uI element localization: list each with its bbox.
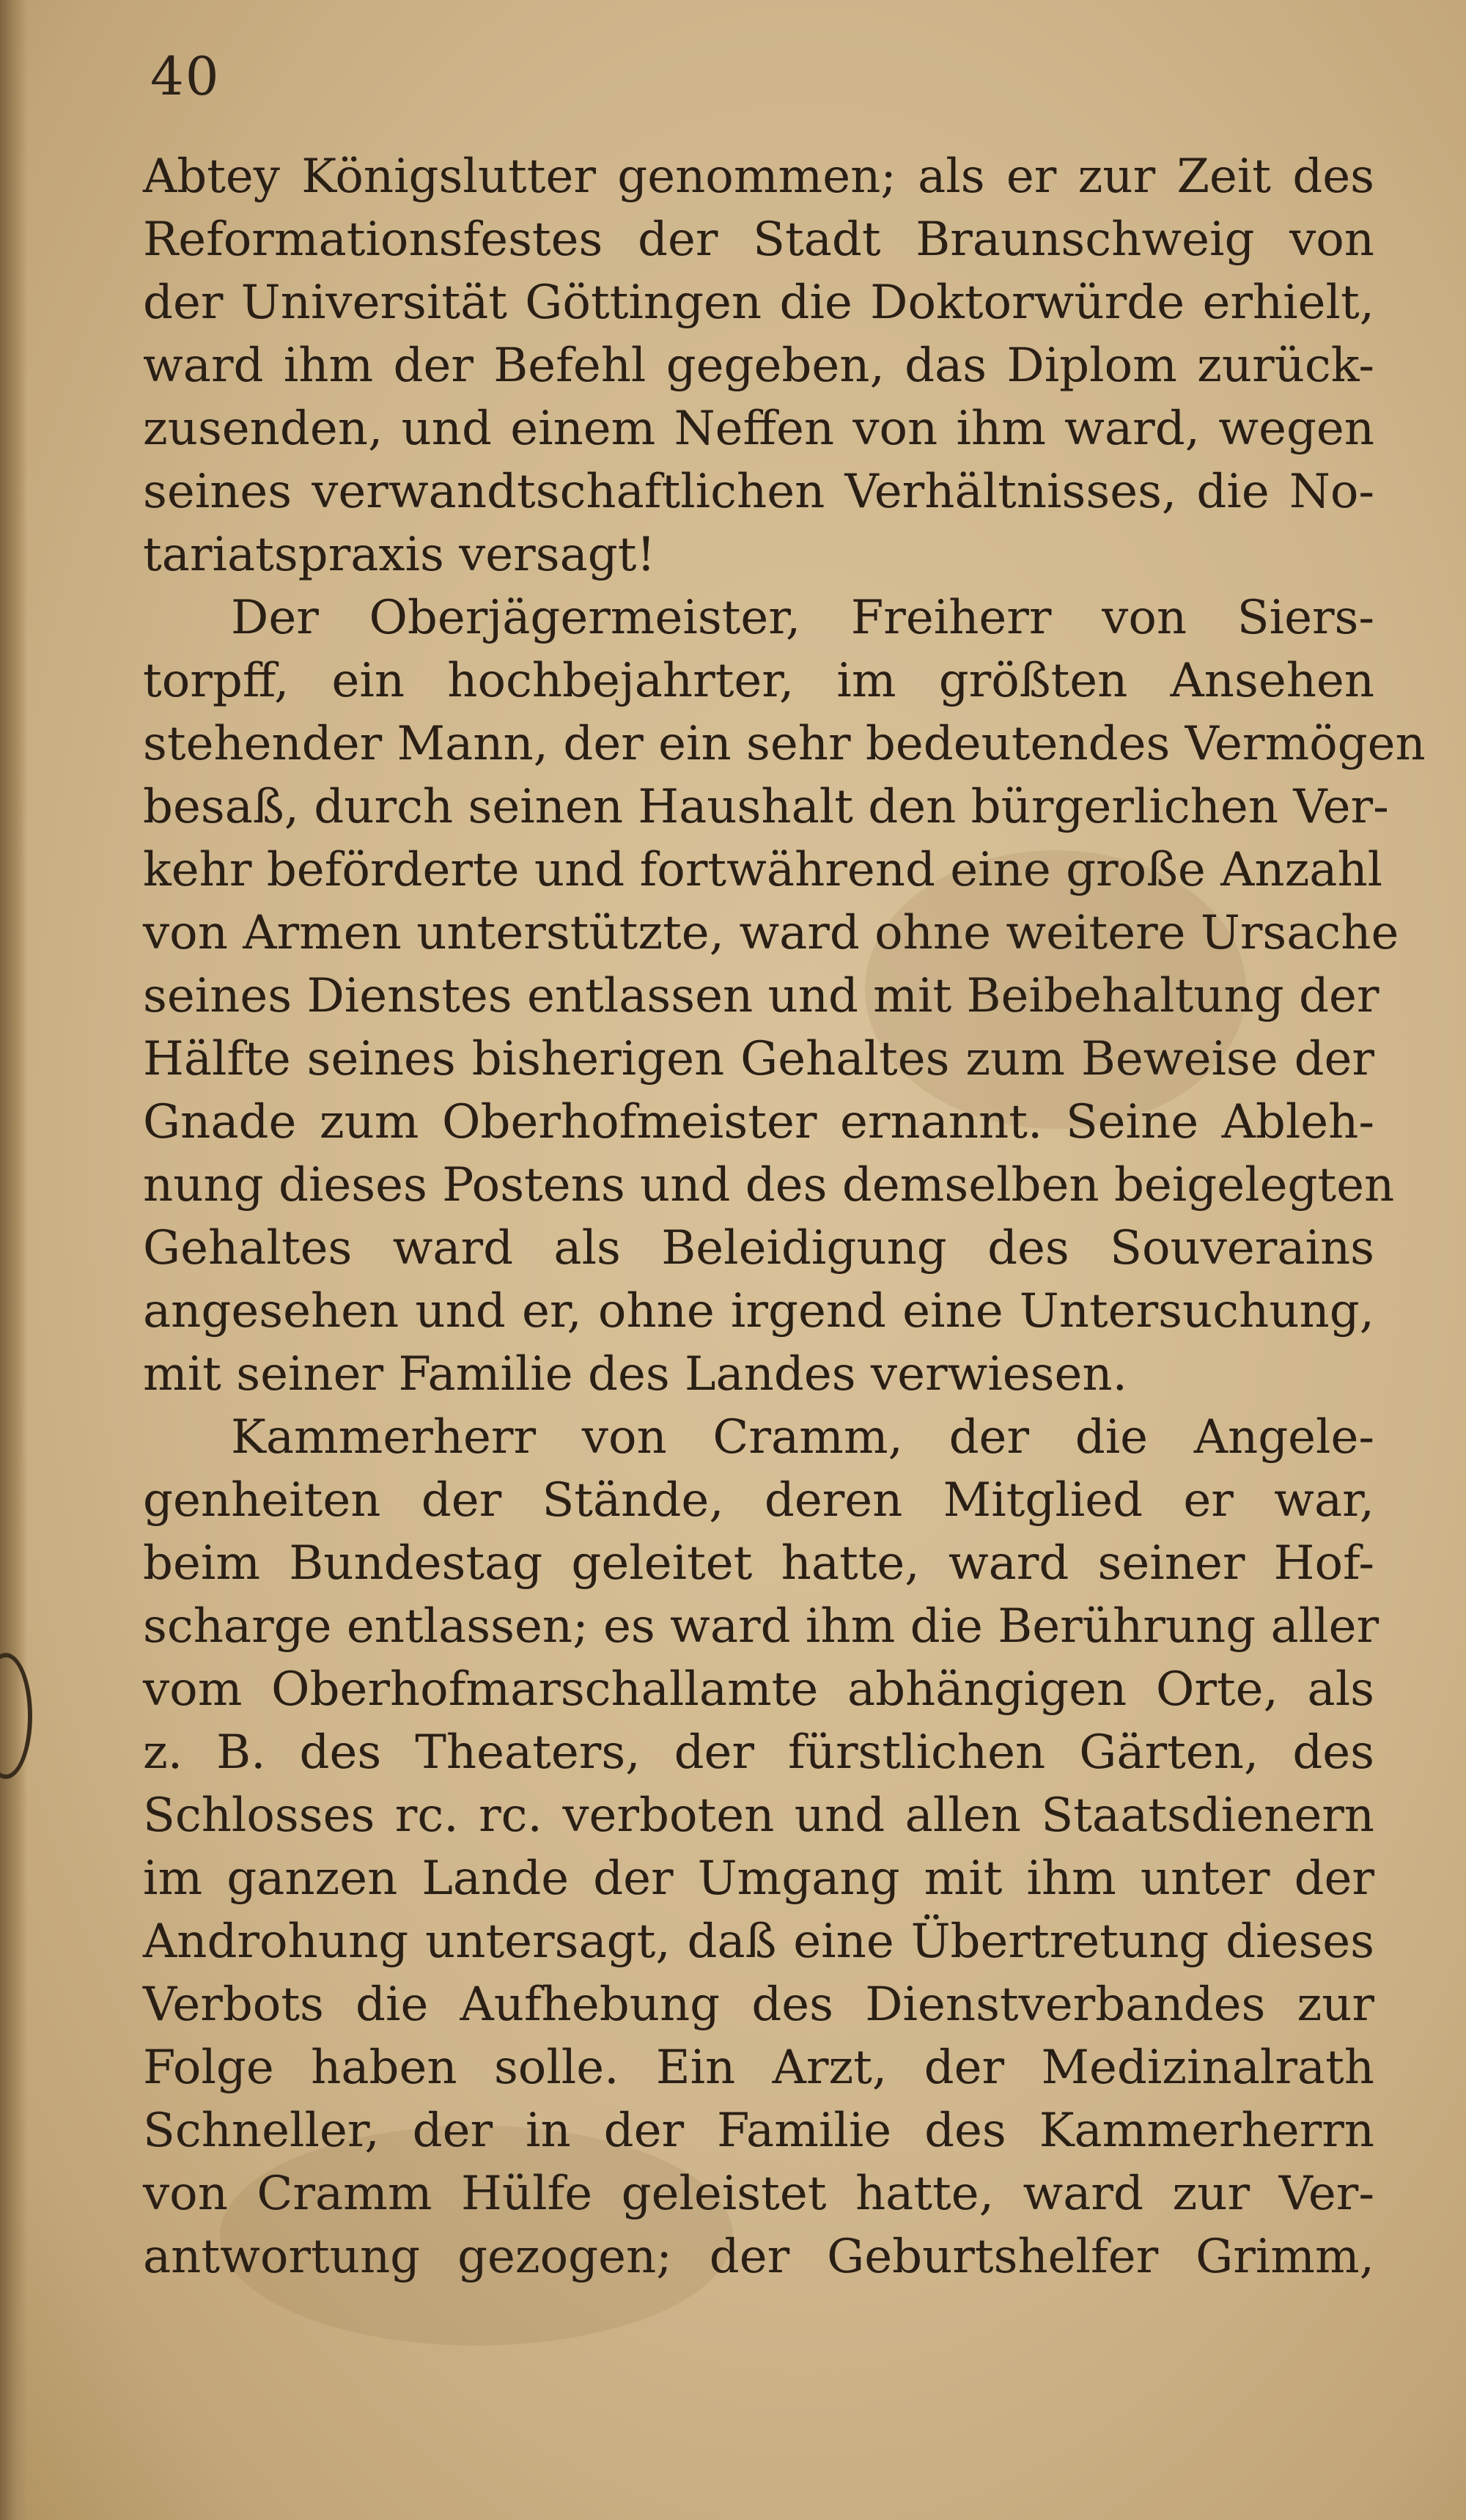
text-line: seines Dienstes entlassen und mit Beibehaltung der bbox=[143, 969, 1380, 1023]
text-line: Kammerherr von Cramm, der die Angele- bbox=[231, 1410, 1374, 1465]
text-line: z. B. des Theaters, der fürstlichen Gärten, des bbox=[143, 1725, 1374, 1780]
text-line: ward ihm der Befehl gegeben, das Diplom zurück- bbox=[143, 339, 1374, 393]
text-line: von Cramm Hülfe geleistet hatte, ward zur Ver- bbox=[143, 2167, 1374, 2221]
text-line: kehr beförderte und fortwährend eine große Anzahl bbox=[143, 843, 1383, 897]
text-line: Gehaltes ward als Beleidigung des Souverains bbox=[143, 1221, 1374, 1275]
text-line: beim Bundestag geleitet hatte, ward seiner Hof- bbox=[143, 1536, 1374, 1591]
text-line: seines verwandtschaftlichen Verhältnisses, die No- bbox=[143, 465, 1374, 519]
text-line: torpff, ein hochbejahrter, im größten Ansehen bbox=[143, 654, 1374, 708]
text-line: Schneller, der in der Familie des Kammerherrn bbox=[143, 2104, 1374, 2158]
text-line: Androhung untersagt, daß eine Übertretung dieses bbox=[143, 1915, 1374, 1969]
text-line: Reformationsfestes der Stadt Braunschweig von bbox=[143, 213, 1374, 267]
text-line: tariatspraxis versagt! bbox=[143, 528, 656, 582]
text-line: mit seiner Familie des Landes verwiesen. bbox=[143, 1347, 1127, 1401]
body-text bbox=[143, 145, 1426, 2288]
text-line: Gnade zum Oberhofmeister ernannt. Seine Ableh- bbox=[143, 1095, 1374, 1149]
text-line: besaß, durch seinen Haushalt den bürgerlichen Ver- bbox=[143, 780, 1389, 834]
text-line: Schlosses rc. rc. verboten und allen Staatsdienern bbox=[143, 1788, 1374, 1843]
text-line: im ganzen Lande der Umgang mit ihm unter der bbox=[143, 1852, 1374, 1906]
text-line: Abtey Königslutter genommen; als er zur Zeit des bbox=[143, 150, 1374, 204]
text-line: Verbots die Aufhebung des Dienstverbandes zur bbox=[143, 1978, 1374, 2032]
text-line: Folge haben solle. Ein Arzt, der Medizinalrath bbox=[143, 2041, 1374, 2095]
text-line: stehender Mann, der ein sehr bedeutendes Vermögen bbox=[143, 717, 1426, 771]
text-line: antwortung gezogen; der Geburtshelfer Grimm, bbox=[143, 2230, 1374, 2284]
page-number: 40 bbox=[150, 45, 221, 107]
text-line: genheiten der Stände, deren Mitglied er war, bbox=[143, 1473, 1374, 1528]
text-line: Der Oberjägermeister, Freiherr von Siers- bbox=[231, 591, 1374, 645]
text-line: scharge entlassen; es ward ihm die Berührung aller bbox=[143, 1599, 1380, 1654]
text-line: nung dieses Postens und des demselben beigelegten bbox=[143, 1158, 1395, 1212]
text-line: Hälfte seines bisherigen Gehaltes zum Beweise der bbox=[143, 1032, 1374, 1086]
text-line: von Armen unterstützte, ward ohne weitere Ursache bbox=[143, 906, 1399, 960]
text-line: vom Oberhofmarschallamte abhängigen Orte, als bbox=[143, 1662, 1374, 1717]
text-line: angesehen und er, ohne irgend eine Untersuchung, bbox=[143, 1284, 1374, 1338]
page-gutter-shadow bbox=[0, 0, 28, 2520]
text-line: zusenden, und einem Neffen von ihm ward, wegen bbox=[143, 402, 1374, 456]
text-line: der Universität Göttingen die Doktorwürde erhielt, bbox=[143, 276, 1374, 330]
